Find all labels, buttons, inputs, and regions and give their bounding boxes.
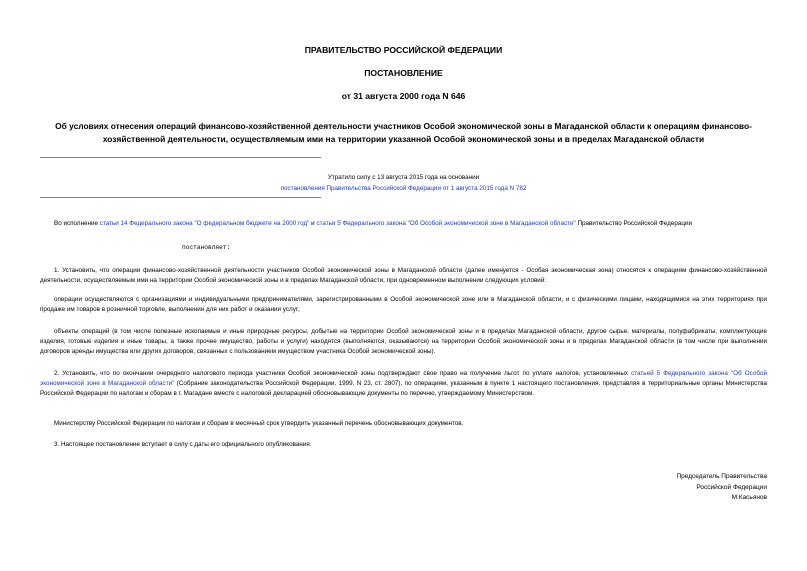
date-number-heading: от 31 августа 2000 года N 646 — [341, 91, 466, 101]
decree-word: постановляет: — [182, 244, 231, 251]
preamble-prefix: Во исполнение — [54, 220, 100, 227]
preamble-paragraph — [40, 219, 767, 229]
paragraph-2-prefix: 2. Установить, что по окончании очередного налогового периода участники Особой экономической зоны подтверждают свое право на получение льгот по уплате налогов, установленных — [54, 370, 632, 377]
government-heading: ПРАВИТЕЛЬСТВО РОССИЙСКОЙ ФЕДЕРАЦИИ — [304, 45, 503, 55]
paragraph-1-condition-b: объекты операций (в том числе полезные ископаемые и иные природные ресурсы, добытые на территории Особой экономической зоны и в пределах Магаданской области, другое сырье, материалы, полуфабрикаты, комплектующие изделия, готовые изделия и иные товары, а также прочее имущество, работы и услуги) находятся (выполняются, оказываются) на территории Особой экономической зоны и в пределах Магаданской области (в том числе при выполнении договоров аренды имущества или других договоров, связанных с пользованием имуществом участника Особой экономической зоны). — [40, 328, 767, 356]
status-note — [40, 172, 767, 194]
signature-organization: Российской Федерации — [696, 483, 767, 491]
status-note-text: Утратило силу с 13 августа 2015 года на основании — [327, 174, 480, 181]
preamble-middle: и — [309, 220, 317, 227]
paragraph-2-suffix: (Собрание законодательства Российской Федерации, 1999, N 23, ст. 2807), по операциям, указанным в пункте 1 настоящего постановления, представляя в территориальные органы Министерства Российской Федерации по налогам и сборам в г. Магадане вместе с налоговой декларацией обосновывающие документы по перечню, утверждаемому Министерством. — [40, 380, 767, 398]
paragraph-2 — [40, 369, 767, 400]
signature-block — [676, 472, 767, 504]
status-note-link[interactable]: постановления Правительства Российской Федерации от 1 августа 2015 года N 782 — [280, 185, 527, 192]
preamble-suffix: Правительство Российской Федерации — [575, 220, 692, 227]
paragraph-1-condition-a: операции осуществляются с организациями и индивидуальными предпринимателями, зарегистрированными в Особой экономической зоне или в Магаданской области, и с физическими лицами, находящимися на этих территориях при продаже им товаров в розничной торговле, выполнении для них работ и оказании услуг; — [40, 296, 767, 314]
law-budget-link[interactable]: статьи 14 Федерального закона "О федеральном бюджете на 2000 год" — [99, 220, 310, 227]
law-sez-link[interactable]: статьи 5 Федерального закона "Об Особой экономической зоне в Магаданской области" — [316, 220, 576, 227]
paragraph-3: 3. Настоящее постановление вступает в силу с даты его официального опубликования. — [54, 441, 312, 448]
document-title: Об условиях отнесения операций финансово-хозяйственной деятельности участников Особой экономической зоны в Магаданской области к операциям финансово-хозяйственной деятельности, осуществляемым ими на территории указанной Особой экономической зоны и в пределах Магаданской области — [55, 121, 752, 144]
signature-name: М.Касьянов — [731, 494, 767, 501]
paragraph-1: 1. Установить, что операции финансово-хозяйственной деятельности участников Особой экономической зоны в Магаданской области (далее именуется - Особая экономическая зона) относятся к операциям финансово-хозяйственной деятельности, осуществляемым ими на территории Особой экономической зоны и в пределах Магаданской области, при одновременном выполнении следующих условий: — [40, 267, 767, 285]
paragraph-2-instruction: Министерству Российской Федерации по налогам и сборам в месячный срок утвердить указанный перечень обосновывающих документов. — [54, 420, 464, 427]
document-type-heading: ПОСТАНОВЛЕНИЕ — [364, 68, 443, 78]
bottom-divider — [40, 197, 321, 198]
signature-position: Председатель Правительства — [676, 473, 767, 480]
law-article5-link[interactable]: статьей 5 Федерального закона "Об Особой экономической зоне в Магаданской области" — [40, 370, 767, 388]
top-divider — [40, 157, 321, 158]
